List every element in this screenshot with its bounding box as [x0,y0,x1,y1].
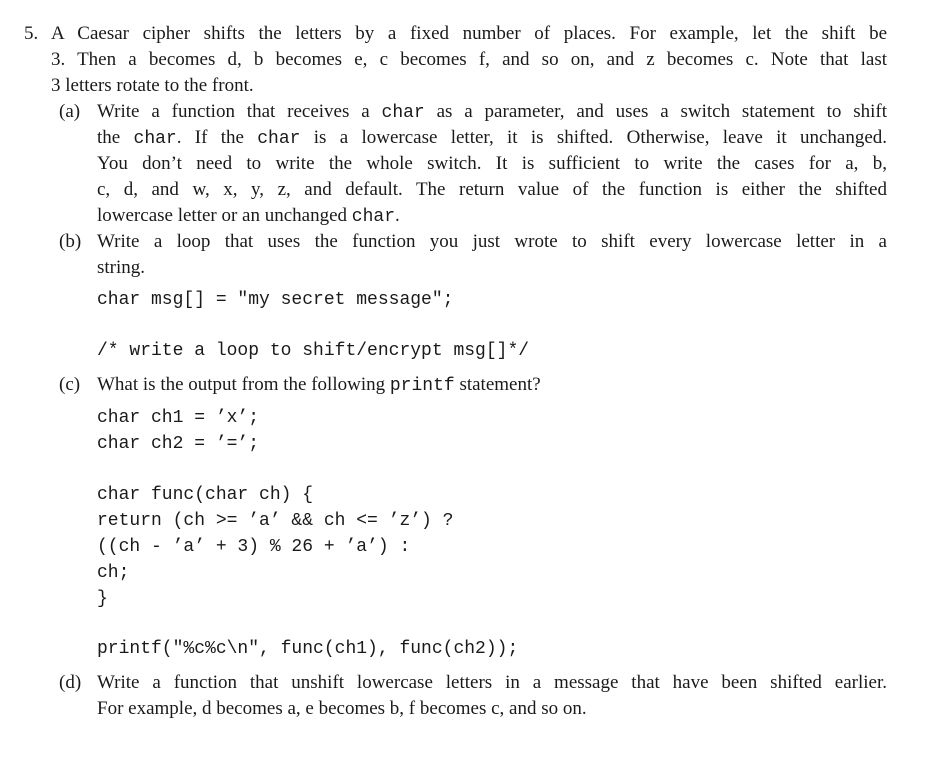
part-a-line-1 [97,99,887,126]
code-char-2: char [133,129,177,149]
part-c-line-1 [97,372,541,399]
part-a-label: (a) [59,101,81,122]
code-msg-declaration: char msg[] = "my secret message"; [97,290,454,310]
part-a-line-2-end: is a lowercase letter, it is shifted. Otherwise, leave it unchanged. [313,127,888,148]
part-c-label: (c) [59,374,81,395]
part-a-line-2 [97,125,887,152]
code-line-printf: printf("%c%c\n", func(ch1), func(ch2)); [97,639,519,659]
code-line-ch2: char ch2 = ’=’; [97,434,260,454]
code-line-ch1: char ch1 = ’x’; [97,408,260,428]
part-b-line-2: string. [97,257,146,278]
code-char-1: char [381,103,425,123]
part-b-label: (b) [59,231,82,252]
part-a-line-4: c, d, and w, x, y, z, and default. The return value of the function is either the shifted [97,179,887,200]
part-a-line-2-mid: . If the [176,127,244,148]
code-line-shift-expr: ((ch - ’a’ + 3) % 26 + ’a’) : [97,537,411,557]
part-c-text-end: statement? [459,374,541,395]
problem-number: 5. [24,23,39,44]
code-line-return: return (ch >= ’a’ && ch <= ’z’) ? [97,511,454,531]
code-line-ch: ch; [97,563,130,583]
code-printf: printf [389,376,455,396]
code-line-close-brace: } [97,589,108,609]
part-a-line-1-end: as a parameter, and uses a switch statement to shift [436,101,888,122]
part-a-line-5-start: lowercase letter or an unchanged [97,205,348,226]
part-b-line-1: Write a loop that uses the function you just wrote to shift every lowercase letter in a [97,231,887,252]
part-a-line-1-text: Write a function that receives a [97,101,370,122]
code-char-4: char [351,207,396,227]
intro-line-1: A Caesar cipher shifts the letters by a fixed number of places. For example, let the shift be [51,23,887,44]
part-a-line-5-end: . [395,205,400,226]
intro-line-2: 3. Then a becomes d, b becomes e, c becomes f, and so on, and z becomes c. Note that last [51,49,887,70]
code-char-3: char [257,129,301,149]
part-d-label: (d) [59,672,82,693]
code-loop-comment: /* write a loop to shift/encrypt msg[]*/ [97,341,530,361]
code-line-func-signature: char func(char ch) { [97,485,314,505]
intro-line-3: 3 letters rotate to the front. [51,75,254,96]
part-d-line-2: For example, d becomes a, e becomes b, f becomes c, and so on. [97,698,587,719]
part-c-text-start: What is the output from the following [97,374,386,395]
part-d-line-1: Write a function that unshift lowercase letters in a message that have been shifted earlier. [97,672,887,693]
part-a-line-2-start: the [97,127,121,148]
part-a-line-5 [97,203,400,230]
part-a-line-3: You don’t need to write the whole switch. It is sufficient to write the cases for a, b, [97,153,887,174]
